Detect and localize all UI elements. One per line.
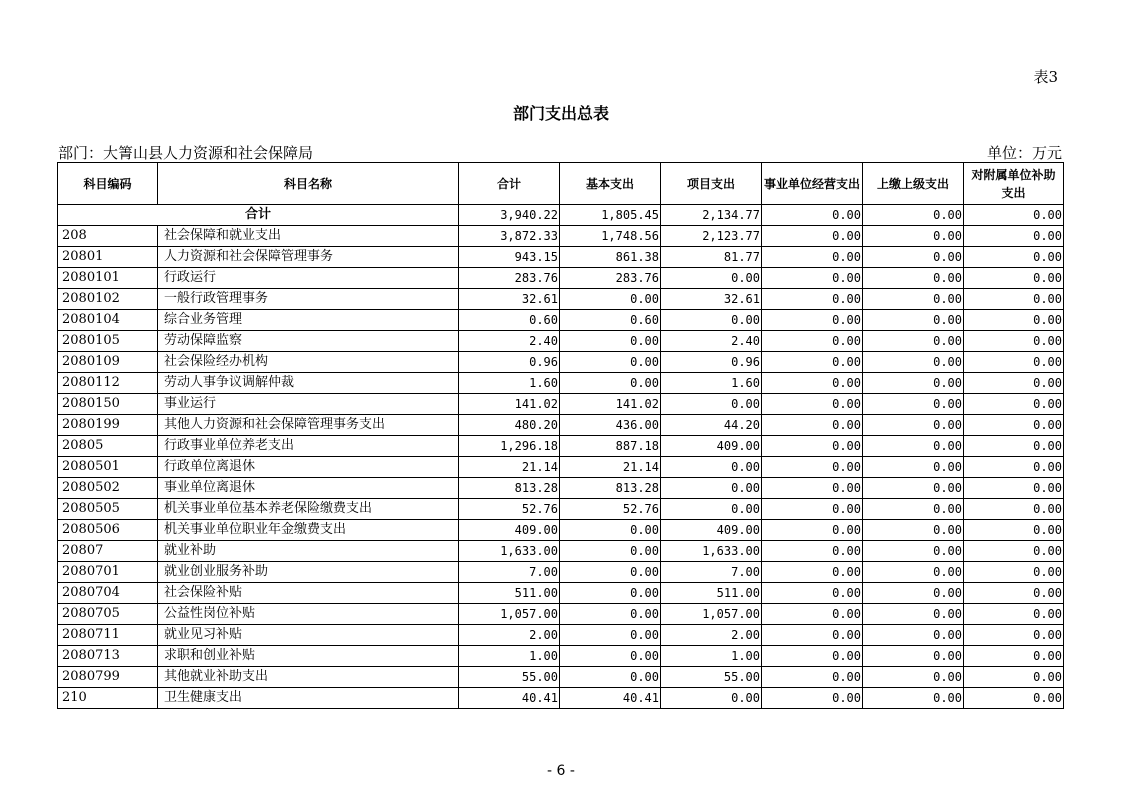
cell-value: 0.00 [964,646,1064,667]
cell-value: 0.00 [863,310,964,331]
cell-value: 861.38 [560,247,661,268]
cell-value: 0.00 [863,436,964,457]
header-basic-expenditure: 基本支出 [560,163,661,205]
cell-value: 0.60 [459,310,560,331]
cell-value: 0.00 [863,289,964,310]
table-row [58,436,1064,457]
cell-subject-code: 2080105 [58,331,158,352]
cell-subject-name: 行政事业单位养老支出 [158,436,459,457]
cell-value: 2,123.77 [661,226,762,247]
cell-subject-code: 2080505 [58,499,158,520]
cell-value: 0.00 [661,688,762,709]
cell-value: 0.00 [560,604,661,625]
cell-value: 0.00 [560,373,661,394]
table-row [58,520,1064,541]
cell-value: 0.00 [964,247,1064,268]
cell-subject-name: 人力资源和社会保障管理事务 [158,247,459,268]
cell-value: 0.00 [964,226,1064,247]
cell-subject-code: 2080701 [58,562,158,583]
header-subject-code: 科目编码 [58,163,158,205]
cell-value: 0.00 [661,394,762,415]
cell-subject-code: 210 [58,688,158,709]
cell-value: 55.00 [459,667,560,688]
table-row [58,289,1064,310]
cell-value: 52.76 [459,499,560,520]
cell-value: 141.02 [459,394,560,415]
cell-value: 21.14 [560,457,661,478]
table-row [58,667,1064,688]
table-row [58,331,1064,352]
cell-value: 0.00 [762,331,863,352]
cell-value: 81.77 [661,247,762,268]
cell-value: 0.00 [863,415,964,436]
cell-value: 0.00 [863,562,964,583]
table-row [58,646,1064,667]
cell-value: 0.00 [964,352,1064,373]
cell-value: 0.00 [964,310,1064,331]
cell-value: 32.61 [459,289,560,310]
cell-value: 0.00 [964,289,1064,310]
table-row [58,499,1064,520]
cell-value: 0.00 [964,604,1064,625]
header-project-expenditure: 项目支出 [661,163,762,205]
cell-value: 0.00 [964,625,1064,646]
cell-subject-code: 2080713 [58,646,158,667]
cell-value: 0.00 [863,205,964,226]
cell-value: 0.00 [964,688,1064,709]
cell-value: 0.00 [863,583,964,604]
cell-subject-name: 卫生健康支出 [158,688,459,709]
cell-subject-code: 2080506 [58,520,158,541]
cell-subject-name: 行政运行 [158,268,459,289]
cell-subject-name: 社会保险经办机构 [158,352,459,373]
cell-value: 0.00 [661,478,762,499]
cell-value: 0.96 [459,352,560,373]
cell-value: 0.00 [560,520,661,541]
cell-value: 0.00 [762,394,863,415]
cell-subject-code: 2080199 [58,415,158,436]
cell-value: 0.00 [661,457,762,478]
cell-value: 0.00 [863,247,964,268]
cell-subject-name: 就业见习补贴 [158,625,459,646]
cell-value: 813.28 [560,478,661,499]
cell-value: 0.00 [964,541,1064,562]
cell-value: 0.00 [560,352,661,373]
cell-value: 0.00 [560,289,661,310]
cell-value: 0.00 [863,499,964,520]
cell-subject-name: 事业单位离退休 [158,478,459,499]
cell-value: 2.00 [661,625,762,646]
cell-value: 0.00 [762,520,863,541]
header-remit-superior: 上缴上级支出 [863,163,964,205]
cell-subject-name: 行政单位离退休 [158,457,459,478]
cell-value: 943.15 [459,247,560,268]
cell-value: 409.00 [661,520,762,541]
cell-subject-code: 2080705 [58,604,158,625]
cell-value: 1,057.00 [459,604,560,625]
cell-subject-name: 公益性岗位补贴 [158,604,459,625]
cell-value: 0.00 [863,268,964,289]
cell-subject-code: 20805 [58,436,158,457]
cell-value: 0.00 [762,625,863,646]
cell-value: 511.00 [459,583,560,604]
table-header-row [58,163,1064,205]
cell-value: 0.00 [964,583,1064,604]
cell-value: 0.00 [964,499,1064,520]
table-row [58,688,1064,709]
cell-value: 0.00 [560,625,661,646]
table-row [58,562,1064,583]
cell-value: 0.00 [762,373,863,394]
cell-value: 511.00 [661,583,762,604]
cell-value: 283.76 [459,268,560,289]
cell-value: 7.00 [459,562,560,583]
cell-subject-code: 2080101 [58,268,158,289]
cell-value: 0.00 [964,457,1064,478]
cell-value: 0.00 [964,415,1064,436]
cell-value: 0.00 [964,205,1064,226]
table-row [58,373,1064,394]
cell-subject-name: 其他就业补助支出 [158,667,459,688]
cell-value: 0.00 [661,310,762,331]
cell-value: 0.00 [863,226,964,247]
cell-value: 0.00 [964,562,1064,583]
cell-subject-code: 2080704 [58,583,158,604]
table-row [58,394,1064,415]
cell-value: 0.00 [964,436,1064,457]
cell-value: 2,134.77 [661,205,762,226]
table-row [58,310,1064,331]
cell-value: 1,633.00 [661,541,762,562]
cell-subject-code: 2080102 [58,289,158,310]
header-subsidiary-subsidy: 对附属单位补助支出 [964,163,1064,205]
unit-label: 单位：万元 [986,144,1062,162]
cell-value: 0.00 [560,541,661,562]
cell-value: 0.00 [964,520,1064,541]
cell-value: 0.00 [964,478,1064,499]
cell-subject-name: 其他人力资源和社会保障管理事务支出 [158,415,459,436]
cell-subject-name: 社会保险补贴 [158,583,459,604]
cell-value: 7.00 [661,562,762,583]
cell-subject-code: 2080502 [58,478,158,499]
cell-value: 3,940.22 [459,205,560,226]
table-row [58,478,1064,499]
cell-subject-name: 劳动人事争议调解仲裁 [158,373,459,394]
cell-value: 0.00 [863,457,964,478]
cell-value: 0.96 [661,352,762,373]
cell-value: 0.00 [863,688,964,709]
cell-subject-name: 就业补助 [158,541,459,562]
cell-subject-code: 2080150 [58,394,158,415]
cell-value: 40.41 [459,688,560,709]
cell-value: 0.00 [762,247,863,268]
cell-value: 0.00 [964,667,1064,688]
cell-value: 0.00 [560,562,661,583]
cell-value: 44.20 [661,415,762,436]
table-row [58,268,1064,289]
cell-value: 0.00 [762,667,863,688]
cell-subject-code: 2080104 [58,310,158,331]
cell-value: 0.60 [560,310,661,331]
cell-value: 0.00 [762,604,863,625]
cell-value: 0.00 [560,667,661,688]
cell-value: 887.18 [560,436,661,457]
cell-value: 0.00 [762,436,863,457]
cell-value: 21.14 [459,457,560,478]
cell-value: 2.40 [459,331,560,352]
cell-value: 0.00 [762,688,863,709]
table-row [58,604,1064,625]
cell-value: 1.00 [661,646,762,667]
department-label: 部门：大箐山县人力资源和社会保障局 [58,144,314,162]
cell-value: 0.00 [560,331,661,352]
cell-subject-name: 机关事业单位基本养老保险缴费支出 [158,499,459,520]
cell-value: 0.00 [762,310,863,331]
cell-value: 1,748.56 [560,226,661,247]
cell-value: 480.20 [459,415,560,436]
cell-value: 0.00 [863,541,964,562]
cell-value: 0.00 [762,289,863,310]
cell-value: 40.41 [560,688,661,709]
header-subject-name: 科目名称 [158,163,459,205]
cell-subject-name: 社会保障和就业支出 [158,226,459,247]
table-number-label: 表3 [1033,68,1058,86]
page-number: - 6 - [547,763,575,779]
cell-subject-name: 事业运行 [158,394,459,415]
cell-subject-name: 劳动保障监察 [158,331,459,352]
cell-subject-code: 2080799 [58,667,158,688]
cell-subject-code: 2080501 [58,457,158,478]
cell-value: 0.00 [863,646,964,667]
cell-value: 1.60 [661,373,762,394]
cell-value: 409.00 [661,436,762,457]
cell-value: 0.00 [964,268,1064,289]
cell-value: 0.00 [863,373,964,394]
table-row [58,247,1064,268]
cell-subject-code: 2080112 [58,373,158,394]
table-row [58,457,1064,478]
cell-subject-code: 20807 [58,541,158,562]
cell-value: 0.00 [964,394,1064,415]
cell-value: 0.00 [762,478,863,499]
cell-value: 0.00 [762,226,863,247]
cell-value: 1,805.45 [560,205,661,226]
cell-value: 0.00 [964,331,1064,352]
cell-value: 1.60 [459,373,560,394]
cell-value: 0.00 [762,415,863,436]
cell-value: 32.61 [661,289,762,310]
cell-value: 0.00 [762,352,863,373]
cell-value: 1,633.00 [459,541,560,562]
cell-value: 1,057.00 [661,604,762,625]
cell-value: 1.00 [459,646,560,667]
cell-value: 0.00 [762,457,863,478]
cell-value: 0.00 [560,646,661,667]
cell-value: 1,296.18 [459,436,560,457]
table-row [58,226,1064,247]
cell-value: 409.00 [459,520,560,541]
cell-value: 0.00 [863,352,964,373]
cell-value: 0.00 [762,541,863,562]
cell-value: 436.00 [560,415,661,436]
cell-value: 0.00 [762,583,863,604]
cell-subject-name: 机关事业单位职业年金缴费支出 [158,520,459,541]
cell-subject-code: 2080711 [58,625,158,646]
cell-value: 0.00 [560,583,661,604]
table-row [58,625,1064,646]
cell-value: 2.00 [459,625,560,646]
cell-value: 0.00 [661,268,762,289]
cell-value: 0.00 [863,625,964,646]
page-title: 部门支出总表 [512,104,609,123]
cell-value: 0.00 [863,604,964,625]
cell-subject-code: 2080109 [58,352,158,373]
cell-value: 0.00 [863,520,964,541]
cell-value: 55.00 [661,667,762,688]
cell-value: 0.00 [863,478,964,499]
cell-value: 0.00 [863,394,964,415]
cell-subject-name: 综合业务管理 [158,310,459,331]
table-row [58,583,1064,604]
cell-subject-code: 208 [58,226,158,247]
cell-value: 2.40 [661,331,762,352]
header-business-operation: 事业单位经营支出 [762,163,863,205]
cell-value: 283.76 [560,268,661,289]
cell-subject-code: 20801 [58,247,158,268]
cell-value: 0.00 [863,667,964,688]
header-total: 合计 [459,163,560,205]
cell-value: 0.00 [762,499,863,520]
cell-value: 141.02 [560,394,661,415]
cell-value: 0.00 [863,331,964,352]
total-label: 合计 [58,205,459,226]
cell-value: 0.00 [661,499,762,520]
cell-value: 3,872.33 [459,226,560,247]
table-row [58,541,1064,562]
table-row [58,352,1064,373]
cell-value: 0.00 [762,205,863,226]
cell-value: 0.00 [762,268,863,289]
cell-value: 52.76 [560,499,661,520]
cell-value: 813.28 [459,478,560,499]
total-row [58,205,1064,226]
expenditure-table [57,162,1064,709]
cell-value: 0.00 [964,373,1064,394]
cell-value: 0.00 [762,646,863,667]
table-row [58,415,1064,436]
cell-subject-name: 求职和创业补贴 [158,646,459,667]
cell-subject-name: 一般行政管理事务 [158,289,459,310]
cell-value: 0.00 [762,562,863,583]
cell-subject-name: 就业创业服务补助 [158,562,459,583]
